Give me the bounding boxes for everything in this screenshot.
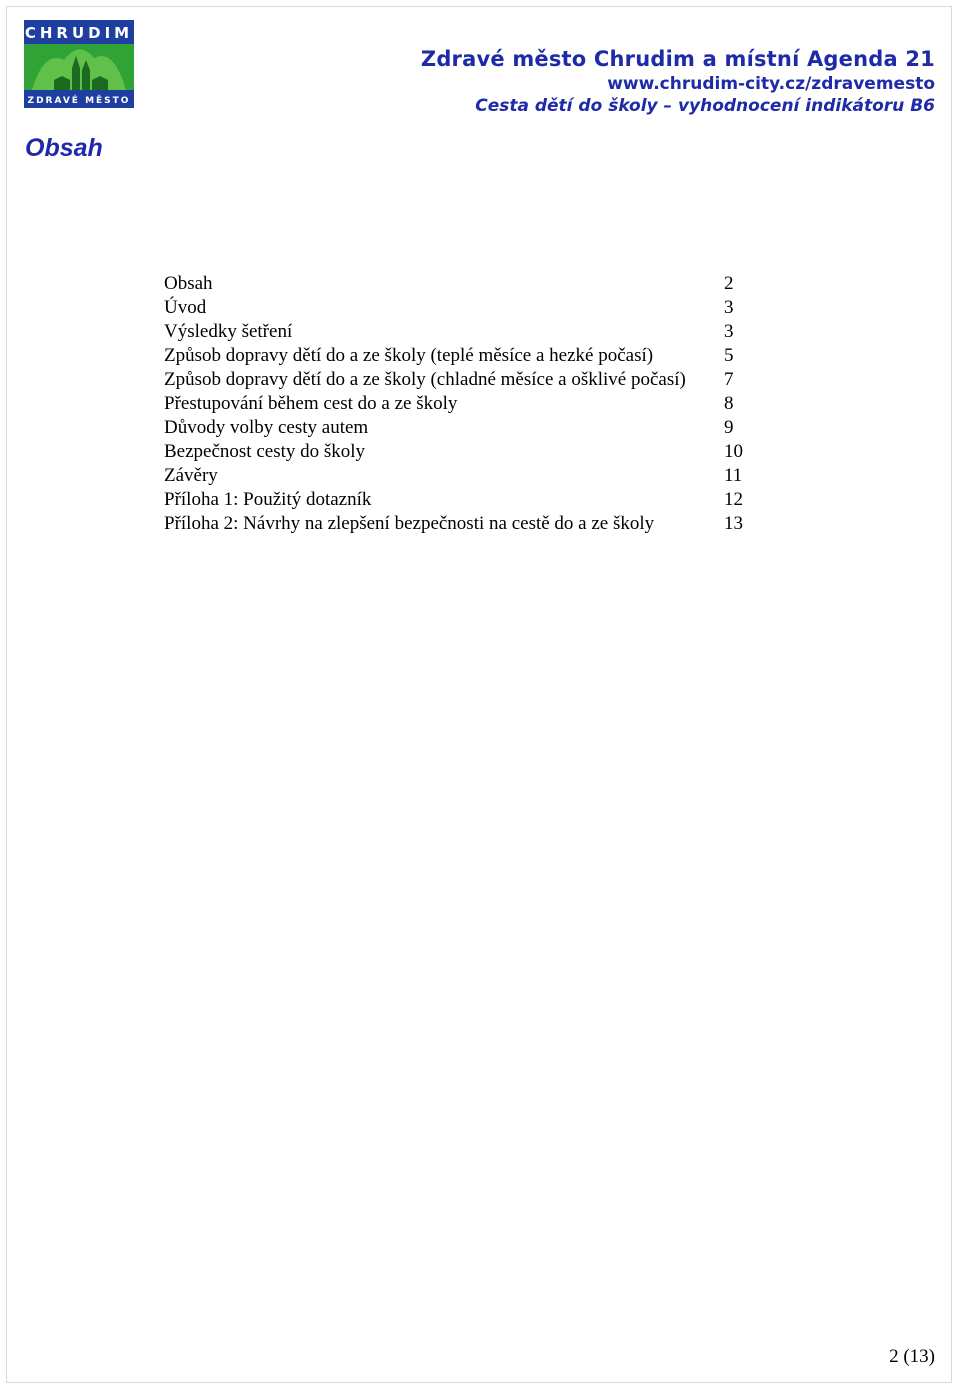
toc-entry-title: Způsob dopravy dětí do a ze školy (teplé měsíce a hezké počasí) — [164, 345, 654, 366]
toc-entry-title: Bezpečnost cesty do školy — [164, 441, 366, 462]
page-border — [6, 6, 952, 1383]
toc-row[interactable] — [164, 320, 784, 344]
svg-text:CHRUDIM: CHRUDIM — [24, 24, 134, 42]
table-of-contents — [164, 272, 784, 536]
header-title: Zdravé město Chrudim a místní Agenda 21 — [420, 47, 935, 71]
svg-text:ZDRAVÉ MĚSTO: ZDRAVÉ MĚSTO — [27, 96, 131, 106]
toc-entry-page: 8 — [724, 393, 734, 414]
header-url[interactable]: www.chrudim-city.cz/zdravemesto — [607, 74, 935, 94]
toc-entry-page: 9 — [724, 417, 734, 438]
toc-entry-page: 11 — [724, 465, 743, 486]
toc-row[interactable] — [164, 368, 784, 392]
toc-row[interactable] — [164, 512, 784, 536]
toc-entry-title: Přestupování během cest do a ze školy — [164, 393, 458, 414]
toc-row[interactable] — [164, 440, 784, 464]
toc-entry-page: 3 — [724, 297, 734, 318]
toc-entry-page: 3 — [724, 321, 734, 342]
page-number: 2 (13) — [889, 1346, 935, 1367]
toc-entry-page: 2 — [724, 273, 734, 294]
toc-row[interactable] — [164, 392, 784, 416]
toc-entry-title: Důvody volby cesty autem — [164, 417, 369, 438]
toc-entry-page: 13 — [724, 513, 743, 534]
toc-entry-title: Závěry — [164, 465, 218, 486]
header-subtitle: Cesta dětí do školy – vyhodnocení indikátoru B6 — [475, 96, 935, 116]
toc-entry-page: 12 — [724, 489, 743, 510]
toc-entry-page: 7 — [724, 369, 734, 390]
toc-row[interactable] — [164, 272, 784, 296]
toc-entry-title: Způsob dopravy dětí do a ze školy (chladné měsíce a ošklivé počasí) — [164, 369, 686, 390]
toc-row[interactable] — [164, 488, 784, 512]
toc-entry-title: Příloha 1: Použitý dotazník — [164, 489, 372, 510]
toc-row[interactable] — [164, 416, 784, 440]
toc-entry-title: Obsah — [164, 273, 213, 294]
toc-entry-page: 5 — [724, 345, 734, 366]
toc-row[interactable] — [164, 464, 784, 488]
toc-entry-page: 10 — [724, 441, 743, 462]
toc-row[interactable] — [164, 344, 784, 368]
toc-row[interactable] — [164, 296, 784, 320]
section-heading: Obsah — [25, 134, 103, 162]
toc-entry-title: Příloha 2: Návrhy na zlepšení bezpečnosti na cestě do a ze školy — [164, 513, 655, 534]
document-header — [421, 44, 935, 118]
toc-entry-title: Výsledky šetření — [164, 321, 293, 342]
toc-entry-title: Úvod — [164, 297, 207, 318]
chrudim-zdrave-mesto-logo — [24, 20, 134, 108]
